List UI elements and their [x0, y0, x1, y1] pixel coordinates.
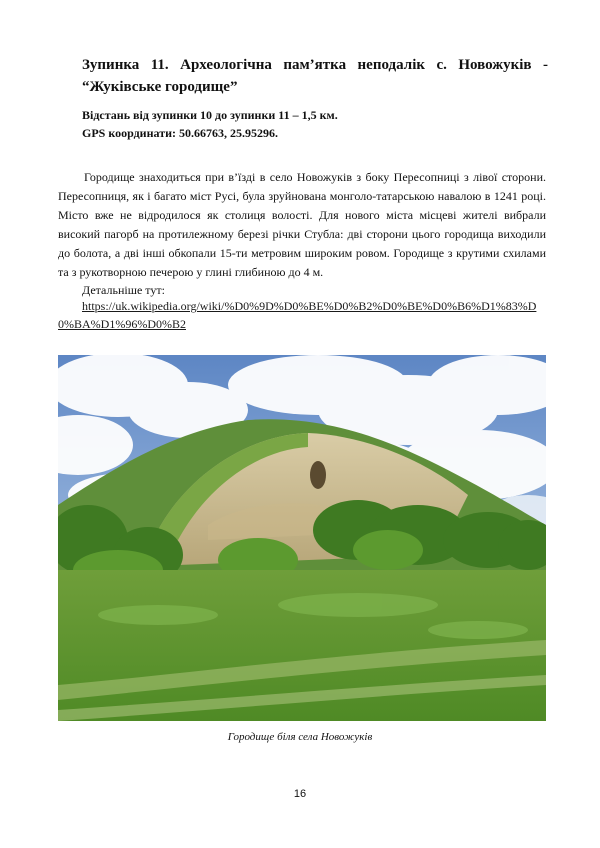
page-number: 16 [293, 788, 307, 800]
photo-caption: Городище біля села Новожуків [227, 731, 373, 743]
hillfort-photo [58, 355, 546, 721]
distance-text: Відстань від зупинки 10 до зупинки 11 – 1,5 км. [82, 108, 338, 122]
more-info-label: Детальніше тут: [82, 283, 165, 297]
wikipedia-link[interactable]: https://uk.wikipedia.org/wiki/%D0%9D%D0%BE%D0%B2%D0%BE%D0%B6%D1%83%D0%BA%D1%96%D0%B2 [58, 299, 537, 331]
stop-title-line1: Зупинка 11. Археологічна пам’ятка неподалік с. Новожуків - [82, 57, 548, 73]
gps-coordinates: GPS координати: 50.66763, 25.95296. [82, 126, 279, 140]
description-paragraph: Городище знаходиться при в’їзді в село Новожуків з боку Пересопниці з лівої сторони. Пересопниця, як і багато міст Русі, була зруйнована монголо-татарською навалою в 1241 році. Місто вже не відродилося як столиця волості. Для нового міста місцеві жителі вибрали високий пагорб на протилежному березі річки Стубла: дві сторони цього городища виходили до болота, а дві інші обкопали 15-ти метровим широким ровом. Городище з крутими схилами та з рукотворною печерою у глині глибиною до 4 м. [58, 170, 546, 279]
stop-title-line2: “Жуківське городище” [82, 79, 238, 95]
